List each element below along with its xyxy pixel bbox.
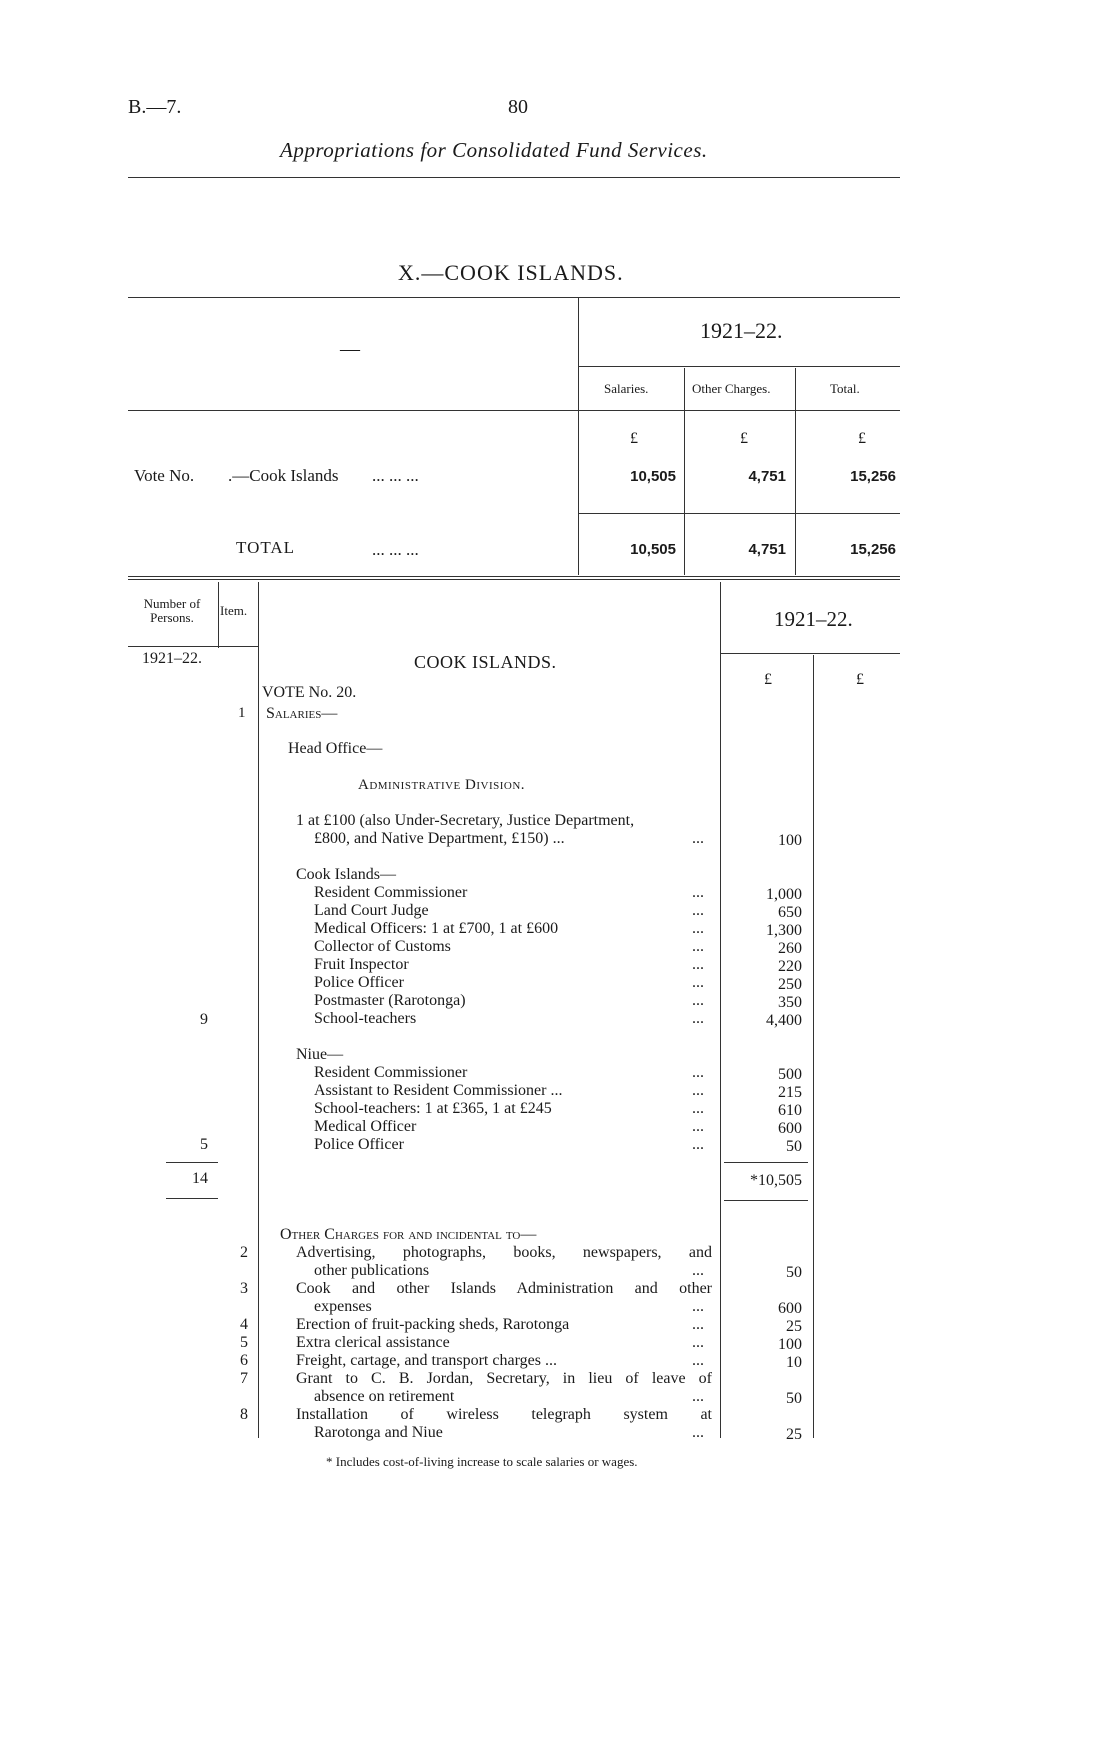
- persons-total-rule: [166, 1198, 218, 1199]
- vote-row-total: 15,256: [850, 468, 896, 485]
- list-item-continued: absence on retirement: [314, 1388, 455, 1405]
- leader-dots: ...: [692, 992, 704, 1009]
- vote-number: VOTE No. 20.: [262, 684, 357, 701]
- head-office-label: Head Office—: [288, 740, 383, 757]
- leader-dots: ...: [692, 1136, 704, 1153]
- summary-col-other-charges: Other Charges.: [692, 381, 771, 396]
- summary-year-rule: [578, 366, 900, 367]
- list-item: Medical Officers: 1 at £700, 1 at £600: [314, 920, 559, 937]
- detail-header-rule-left: [128, 646, 258, 647]
- detail-heading: COOK ISLANDS.: [414, 652, 557, 672]
- leader-dots: ...: [692, 1388, 704, 1405]
- item-number: 2: [240, 1244, 248, 1261]
- under-secretary-dots: ...: [692, 830, 704, 847]
- list-item: School-teachers: 1 at £365, 1 at £245: [314, 1100, 552, 1117]
- list-item-continued: Rarotonga and Niue: [314, 1424, 443, 1441]
- col-number-of-persons: Number of Persons.: [143, 596, 201, 625]
- leader-dots: ...: [692, 1118, 704, 1135]
- under-secretary-amount: 100: [778, 832, 802, 849]
- list-item: School-teachers: [314, 1010, 417, 1027]
- header-rule: [128, 177, 900, 178]
- list-item: Freight, cartage, and transport charges ...: [296, 1352, 557, 1369]
- list-item-amount: 50: [786, 1390, 802, 1407]
- summary-bottom-rule-double: [128, 579, 900, 580]
- summary-header-rule: [128, 410, 900, 411]
- list-item: Grant to C. B. Jordan, Secretary, in lieu of leave of: [296, 1370, 712, 1387]
- list-item: Police Officer: [314, 974, 404, 991]
- leader-dots: ...: [692, 1100, 704, 1117]
- leader-dots: ...: [692, 884, 704, 901]
- detail-vline-persons-head: [218, 582, 219, 648]
- list-item-amount: 25: [786, 1318, 802, 1335]
- cook-islands-label: Cook Islands—: [296, 866, 396, 883]
- persons-year: 1921–22.: [142, 650, 202, 667]
- detail-currency-2: £: [856, 671, 864, 688]
- summary-currency-salaries: £: [630, 430, 638, 447]
- vote-row-dots: ... ... ...: [372, 466, 419, 485]
- detail-vline-item: [258, 582, 259, 1438]
- item-number: 3: [240, 1280, 248, 1297]
- summary-vline-2: [684, 368, 685, 575]
- list-item: Resident Commissioner: [314, 884, 468, 901]
- summary-top-rule: [128, 297, 900, 298]
- salaries-subtotal-rule: [724, 1162, 808, 1163]
- list-item-amount: 4,400: [766, 1012, 802, 1029]
- summary-currency-total: £: [858, 430, 866, 447]
- niue-label: Niue—: [296, 1046, 344, 1063]
- item-number: 7: [240, 1370, 248, 1387]
- list-item: Cook and other Islands Administration and other: [296, 1280, 712, 1297]
- page-number: 80: [508, 96, 528, 118]
- list-item: Installation of wireless telegraph system at: [296, 1406, 712, 1423]
- list-item-amount: 25: [786, 1426, 802, 1443]
- niue-persons: 5: [200, 1136, 208, 1153]
- leader-dots: ...: [692, 902, 704, 919]
- summary-vline-3: [795, 368, 796, 575]
- detail-vline-amount-2: [813, 655, 814, 1438]
- detail-header-rule-right: [720, 653, 900, 654]
- list-item-amount: 100: [778, 1336, 802, 1353]
- list-item-continued: expenses: [314, 1298, 372, 1315]
- summary-col-salaries: Salaries.: [604, 381, 649, 396]
- footnote: * Includes cost-of-living increase to scale salaries or wages.: [326, 1454, 638, 1469]
- list-item-amount: 50: [786, 1264, 802, 1281]
- leader-dots: ...: [692, 1334, 704, 1351]
- leader-dots: ...: [692, 1352, 704, 1369]
- total-row-salaries: 10,505: [630, 541, 676, 558]
- detail-vline-amount: [720, 582, 721, 1438]
- leader-dots: ...: [692, 956, 704, 973]
- vote-row-label: Vote No.: [134, 466, 195, 485]
- under-secretary-line-1: 1 at £100 (also Under-Secretary, Justice Department,: [296, 812, 635, 829]
- total-persons: 14: [192, 1170, 208, 1187]
- summary-col-total: Total.: [830, 381, 860, 396]
- leader-dots: ...: [692, 1316, 704, 1333]
- list-item-amount: 500: [778, 1066, 802, 1083]
- list-item-amount: 600: [778, 1300, 802, 1317]
- total-row-label: TOTAL: [236, 538, 296, 557]
- list-item: Assistant to Resident Commissioner ...: [314, 1082, 563, 1099]
- leader-dots: ...: [692, 1064, 704, 1081]
- salaries-total: *10,505: [750, 1172, 802, 1189]
- list-item-amount: 600: [778, 1120, 802, 1137]
- salaries-item-number: 1: [238, 705, 246, 721]
- vote-row-name: .—Cook Islands: [228, 466, 339, 485]
- list-item-amount: 215: [778, 1084, 802, 1101]
- list-item-amount: 220: [778, 958, 802, 975]
- list-item: Police Officer: [314, 1136, 404, 1153]
- total-row-total: 15,256: [850, 541, 896, 558]
- detail-year-heading: 1921–22.: [774, 607, 853, 631]
- detail-currency-1: £: [764, 671, 772, 688]
- list-item-amount: 1,000: [766, 886, 802, 903]
- list-item-amount: 650: [778, 904, 802, 921]
- leader-dots: ...: [692, 1262, 704, 1279]
- document-reference: B.—7.: [128, 96, 182, 118]
- list-item-continued: other publications: [314, 1262, 430, 1279]
- leader-dots: ...: [692, 1298, 704, 1315]
- list-item-amount: 260: [778, 940, 802, 957]
- leader-dots: ...: [692, 938, 704, 955]
- summary-total-rule: [578, 513, 900, 514]
- list-item-amount: 350: [778, 994, 802, 1011]
- list-item-amount: 1,300: [766, 922, 802, 939]
- list-item-amount: 610: [778, 1102, 802, 1119]
- list-item: Postmaster (Rarotonga): [314, 992, 466, 1009]
- salaries-total-rule: [724, 1200, 808, 1201]
- list-item: Fruit Inspector: [314, 956, 409, 973]
- summary-vline-1: [578, 297, 579, 575]
- list-item: Advertising, photographs, books, newspapers, and: [296, 1244, 712, 1261]
- item-number: 8: [240, 1406, 248, 1423]
- list-item: Medical Officer: [314, 1118, 417, 1135]
- total-row-other-charges: 4,751: [748, 541, 786, 558]
- summary-year-heading: 1921–22.: [700, 318, 783, 343]
- col-item: Item.: [220, 603, 248, 618]
- leader-dots: ...: [692, 974, 704, 991]
- salaries-label: Salaries—: [266, 705, 338, 722]
- vote-row-salaries: 10,505: [630, 468, 676, 485]
- list-item-amount: 10: [786, 1354, 802, 1371]
- list-item: Resident Commissioner: [314, 1064, 468, 1081]
- section-title: X.—COOK ISLANDS.: [398, 260, 624, 285]
- summary-header-dash: —: [340, 338, 360, 360]
- administrative-division-label: Administrative Division.: [358, 777, 526, 793]
- list-item: Erection of fruit-packing sheds, Rarotonga: [296, 1316, 570, 1333]
- total-row-dots: ... ... ...: [372, 540, 419, 559]
- under-secretary-line-2: £800, and Native Department, £150) ...: [314, 830, 565, 847]
- vote-row-other-charges: 4,751: [748, 468, 786, 485]
- item-number: 4: [240, 1316, 248, 1333]
- leader-dots: ...: [692, 920, 704, 937]
- item-number: 6: [240, 1352, 248, 1369]
- list-item: Land Court Judge: [314, 902, 429, 919]
- list-item: Extra clerical assistance: [296, 1334, 450, 1351]
- list-item: Collector of Customs: [314, 938, 451, 955]
- page-subtitle: Appropriations for Consolidated Fund Services.: [280, 138, 708, 162]
- leader-dots: ...: [692, 1424, 704, 1441]
- summary-bottom-rule: [128, 576, 900, 577]
- persons-subtotal-rule: [166, 1162, 218, 1163]
- leader-dots: ...: [692, 1082, 704, 1099]
- item-number: 5: [240, 1334, 248, 1351]
- leader-dots: ...: [692, 1010, 704, 1027]
- summary-currency-other: £: [740, 430, 748, 447]
- list-item-amount: 50: [786, 1138, 802, 1155]
- other-charges-label: Other Charges for and incidental to—: [280, 1226, 537, 1243]
- cook-islands-persons: 9: [200, 1011, 208, 1028]
- list-item-amount: 250: [778, 976, 802, 993]
